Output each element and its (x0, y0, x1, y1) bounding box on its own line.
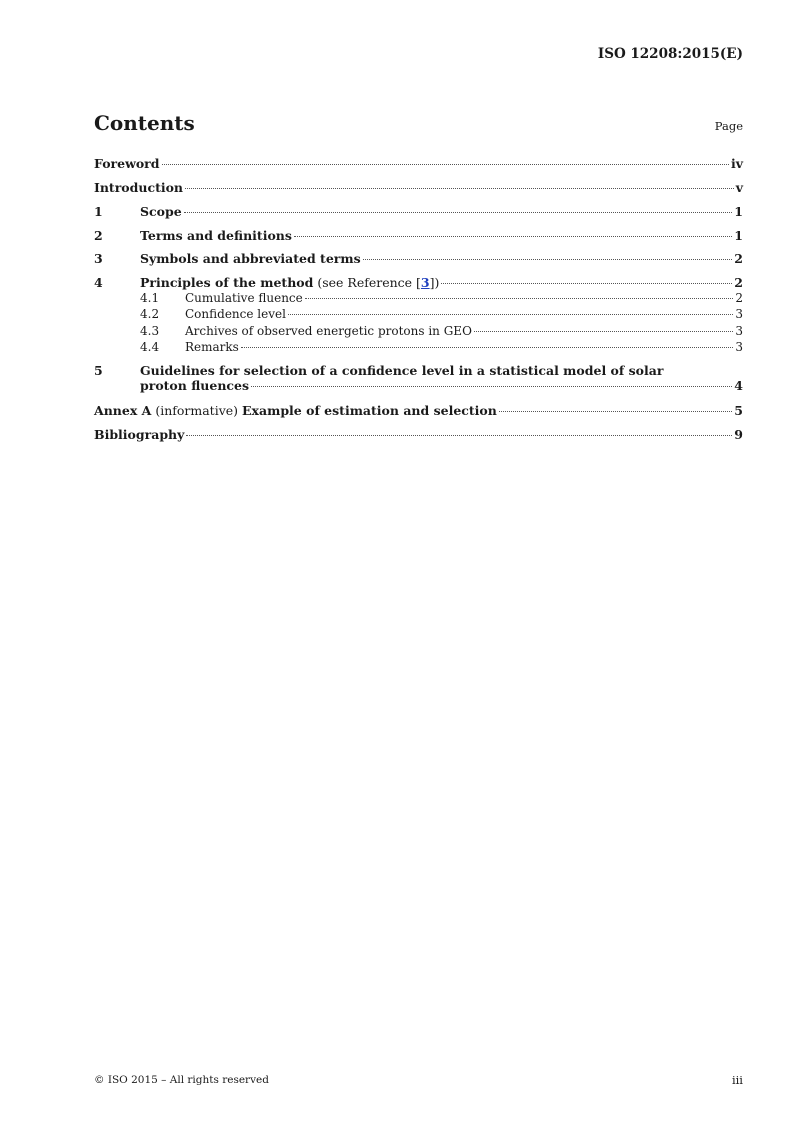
clause-number: 4 (94, 275, 103, 290)
toc-label: Introduction (94, 180, 184, 195)
toc-entry-principles[interactable] (94, 275, 743, 290)
toc-page: 1 (734, 204, 743, 219)
contents-title: Contents (94, 111, 195, 135)
leader-dots (241, 347, 734, 348)
toc-page: 2 (735, 291, 743, 305)
document-id: ISO 12208:2015(E) (597, 46, 743, 62)
toc-label: Symbols and abbreviated terms (140, 251, 361, 266)
toc-entry-bibliography[interactable] (94, 427, 743, 442)
toc-page: 3 (735, 307, 743, 321)
toc-entry-scope[interactable] (94, 204, 743, 219)
leader-dots (162, 164, 729, 165)
toc-label: Confidence level (185, 307, 286, 321)
toc-label: Scope (140, 204, 182, 219)
leader-dots (186, 435, 732, 436)
toc-page: 4 (734, 378, 743, 393)
toc-label: Terms and definitions (140, 228, 292, 243)
toc-label-line1: Guidelines for selection of a confidence level in a statistical model of solar (140, 363, 664, 378)
toc-page: 3 (735, 324, 743, 338)
toc-entry-foreword[interactable] (94, 156, 743, 171)
leader-dots (288, 314, 733, 315)
reference-prefix: (see Reference [ (313, 275, 421, 290)
toc-entry-annex-a[interactable] (94, 403, 743, 418)
toc-entry-introduction[interactable] (94, 180, 743, 195)
toc-page: 3 (735, 340, 743, 354)
page-number: iii (731, 1073, 743, 1087)
toc-entry-guidelines[interactable] (94, 363, 743, 393)
toc-label: Remarks (185, 340, 239, 354)
annex-note: (informative) (151, 403, 243, 418)
toc-label: Archives of observed energetic protons in GEO (185, 324, 472, 338)
page-column-label: Page (714, 119, 743, 133)
clause-number: 2 (94, 228, 103, 243)
toc-entry-cumulative-fluence[interactable] (94, 291, 743, 305)
toc-label: Example of estimation and selection (242, 403, 497, 418)
reference-suffix: ]) (429, 275, 440, 290)
leader-dots (251, 386, 732, 387)
leader-dots (363, 259, 733, 260)
toc-label: Cumulative fluence (185, 291, 303, 305)
subclause-number: 4.4 (140, 340, 160, 354)
clause-number: 1 (94, 204, 103, 219)
leader-dots (184, 212, 733, 213)
toc-entry-symbols[interactable] (94, 251, 743, 266)
reference-link[interactable]: 3 (420, 275, 430, 290)
annex-label: Annex A (94, 403, 152, 418)
clause-number: 3 (94, 251, 103, 266)
toc-page: 2 (734, 251, 743, 266)
leader-dots (474, 331, 733, 332)
leader-dots (499, 411, 732, 412)
toc-entry-confidence-level[interactable] (94, 307, 743, 321)
toc-label-line2: proton fluences (140, 378, 250, 393)
toc-page: 1 (734, 228, 743, 243)
toc-label: Principles of the method (140, 275, 314, 290)
toc-page: 9 (734, 427, 743, 442)
toc-label: Bibliography (94, 427, 185, 442)
toc-entry-terms[interactable] (94, 228, 743, 243)
leader-dots (294, 236, 732, 237)
subclause-number: 4.2 (140, 307, 160, 321)
leader-dots (185, 188, 734, 189)
toc-page: v (735, 180, 743, 195)
toc-page: 2 (734, 275, 743, 290)
leader-dots (305, 298, 734, 299)
toc-page: 5 (734, 403, 743, 418)
subclause-number: 4.3 (140, 324, 160, 338)
subclause-number: 4.1 (140, 291, 160, 305)
leader-dots (441, 283, 732, 284)
toc-page: iv (730, 156, 743, 171)
toc-entry-archives[interactable] (94, 324, 743, 338)
toc-label: Foreword (94, 156, 160, 171)
copyright-notice: © ISO 2015 – All rights reserved (94, 1074, 269, 1086)
clause-number: 5 (94, 363, 103, 378)
toc-entry-remarks[interactable] (94, 340, 743, 354)
